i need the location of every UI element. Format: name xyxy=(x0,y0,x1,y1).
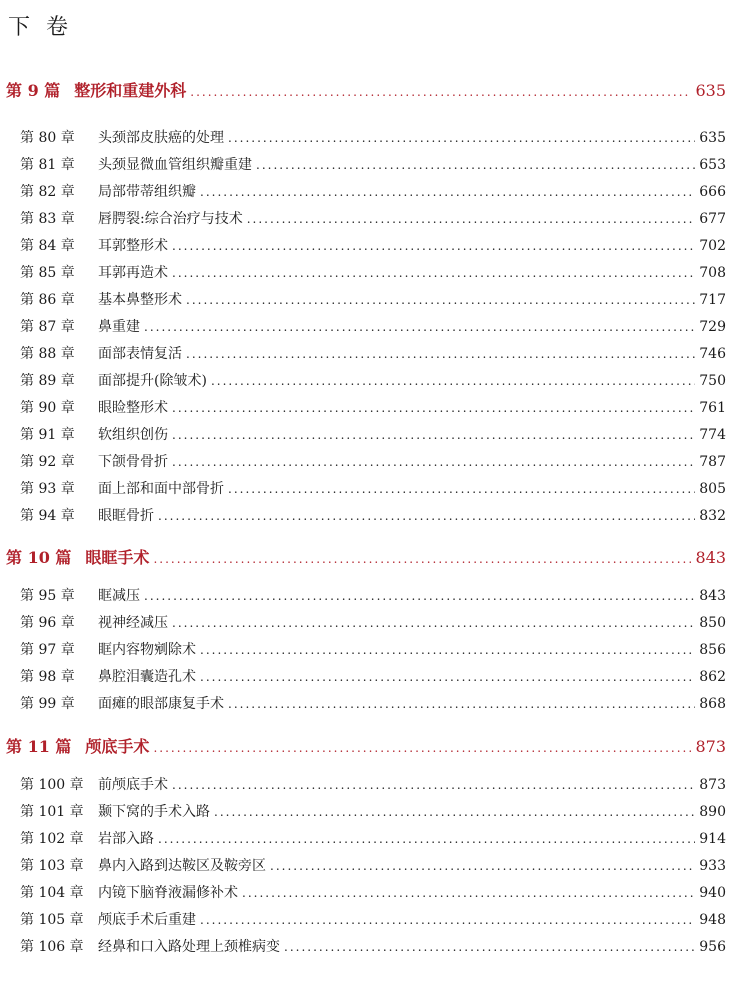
chapter-entry[interactable] xyxy=(20,127,726,147)
chapter-entry[interactable] xyxy=(20,181,726,201)
part-page-number: 635 xyxy=(695,81,726,100)
dot-leader xyxy=(172,428,695,442)
chapter-number: 第 84 章 xyxy=(20,238,75,254)
chapter-entry[interactable] xyxy=(20,262,726,282)
part-heading[interactable] xyxy=(6,78,726,102)
chapter-entry[interactable] xyxy=(20,774,726,794)
chapter-number: 第 97 章 xyxy=(20,642,75,658)
chapter-entry[interactable] xyxy=(20,478,726,498)
chapter-page-number: 862 xyxy=(699,669,726,685)
chapter-page-number: 873 xyxy=(699,777,726,793)
dot-leader xyxy=(186,347,695,361)
chapter-page-number: 787 xyxy=(699,454,726,470)
chapter-page-number: 890 xyxy=(699,804,726,820)
chapter-number: 第 89 章 xyxy=(20,373,75,389)
dot-leader xyxy=(200,670,695,684)
chapter-entry[interactable] xyxy=(20,855,726,875)
dot-leader xyxy=(270,859,695,873)
chapter-title: 面瘫的眼部康复手术 xyxy=(98,696,224,712)
chapter-page-number: 933 xyxy=(699,858,726,874)
chapter-page-number: 940 xyxy=(699,885,726,901)
chapter-title: 经鼻和口入路处理上颈椎病变 xyxy=(98,939,280,955)
dot-leader xyxy=(153,741,691,755)
dot-leader xyxy=(211,374,695,388)
chapter-entry[interactable] xyxy=(20,936,726,956)
chapter-entry[interactable] xyxy=(20,909,726,929)
dot-leader xyxy=(144,589,695,603)
chapter-number: 第 96 章 xyxy=(20,615,75,631)
chapter-title: 颞下窝的手术入路 xyxy=(98,804,210,820)
chapter-number: 第 99 章 xyxy=(20,696,75,712)
chapter-title: 颅底手术后重建 xyxy=(98,912,196,928)
chapter-page-number: 746 xyxy=(699,346,726,362)
chapter-page-number: 653 xyxy=(699,157,726,173)
chapter-number: 第 94 章 xyxy=(20,508,75,524)
chapter-number: 第 100 章 xyxy=(20,777,84,793)
chapter-entry[interactable] xyxy=(20,693,726,713)
dot-leader xyxy=(172,616,695,630)
dot-leader xyxy=(190,85,691,99)
chapter-page-number: 948 xyxy=(699,912,726,928)
part-page-number: 873 xyxy=(695,737,726,756)
chapter-entry[interactable] xyxy=(20,208,726,228)
chapter-number: 第 85 章 xyxy=(20,265,75,281)
chapter-number: 第 95 章 xyxy=(20,588,75,604)
chapter-page-number: 761 xyxy=(699,400,726,416)
chapter-entry[interactable] xyxy=(20,316,726,336)
part-number: 第 11 篇 xyxy=(6,737,72,756)
chapter-title: 基本鼻整形术 xyxy=(98,292,182,308)
chapter-page-number: 729 xyxy=(699,319,726,335)
chapter-number: 第 82 章 xyxy=(20,184,75,200)
chapter-number: 第 104 章 xyxy=(20,885,84,901)
chapter-title: 耳郭再造术 xyxy=(98,265,168,281)
dot-leader xyxy=(200,185,695,199)
chapter-title: 鼻内入路到达鞍区及鞍旁区 xyxy=(98,858,266,874)
dot-leader xyxy=(228,482,695,496)
chapter-entry[interactable] xyxy=(20,612,726,632)
chapter-entry[interactable] xyxy=(20,451,726,471)
chapter-title: 岩部入路 xyxy=(98,831,154,847)
chapter-title: 头颈部皮肤癌的处理 xyxy=(98,130,224,146)
dot-leader xyxy=(214,805,695,819)
chapter-title: 面部提升(除皱术) xyxy=(98,373,207,389)
part-number: 第 10 篇 xyxy=(6,548,72,567)
chapter-title: 前颅底手术 xyxy=(98,777,168,793)
dot-leader xyxy=(228,697,695,711)
part-number: 第 9 篇 xyxy=(6,81,61,100)
chapter-page-number: 702 xyxy=(699,238,726,254)
chapter-title: 鼻重建 xyxy=(98,319,140,335)
chapter-entry[interactable] xyxy=(20,370,726,390)
chapter-page-number: 774 xyxy=(699,427,726,443)
chapter-entry[interactable] xyxy=(20,289,726,309)
chapter-entry[interactable] xyxy=(20,666,726,686)
dot-leader xyxy=(200,643,695,657)
chapter-page-number: 805 xyxy=(699,481,726,497)
dot-leader xyxy=(172,401,695,415)
chapter-number: 第 103 章 xyxy=(20,858,84,874)
chapter-title: 视神经减压 xyxy=(98,615,168,631)
dot-leader xyxy=(247,212,696,226)
chapter-number: 第 87 章 xyxy=(20,319,75,335)
dot-leader xyxy=(158,509,695,523)
chapter-page-number: 717 xyxy=(699,292,726,308)
dot-leader xyxy=(186,293,695,307)
chapter-title: 内镜下脑脊液漏修补术 xyxy=(98,885,238,901)
dot-leader xyxy=(158,832,695,846)
part-title: 颅底手术 xyxy=(85,737,150,756)
chapter-entry[interactable] xyxy=(20,154,726,174)
chapter-entry[interactable] xyxy=(20,235,726,255)
chapter-entry[interactable] xyxy=(20,424,726,444)
part-heading[interactable] xyxy=(6,545,726,569)
chapter-number: 第 101 章 xyxy=(20,804,84,820)
chapter-page-number: 850 xyxy=(699,615,726,631)
dot-leader xyxy=(242,886,695,900)
chapter-page-number: 832 xyxy=(699,508,726,524)
chapter-title: 唇腭裂:综合治疗与技术 xyxy=(98,211,243,227)
chapter-title: 耳郭整形术 xyxy=(98,238,168,254)
chapter-page-number: 750 xyxy=(699,373,726,389)
chapter-title: 面部表情复活 xyxy=(98,346,182,362)
chapter-number: 第 91 章 xyxy=(20,427,75,443)
chapter-number: 第 83 章 xyxy=(20,211,75,227)
chapter-entry[interactable] xyxy=(20,801,726,821)
dot-leader xyxy=(172,778,695,792)
dot-leader xyxy=(200,913,695,927)
volume-title: 下卷 xyxy=(8,15,85,40)
dot-leader xyxy=(172,239,695,253)
chapter-title: 眼眶骨折 xyxy=(98,508,154,524)
part-title: 整形和重建外科 xyxy=(74,81,187,100)
chapter-number: 第 90 章 xyxy=(20,400,75,416)
part-heading[interactable] xyxy=(6,734,726,758)
chapter-page-number: 914 xyxy=(699,831,726,847)
dot-leader xyxy=(256,158,695,172)
chapter-page-number: 856 xyxy=(699,642,726,658)
chapter-title: 局部带蒂组织瓣 xyxy=(98,184,196,200)
chapter-number: 第 80 章 xyxy=(20,130,75,146)
chapter-number: 第 88 章 xyxy=(20,346,75,362)
dot-leader xyxy=(284,940,695,954)
part-page-number: 843 xyxy=(695,548,726,567)
chapter-page-number: 635 xyxy=(699,130,726,146)
chapter-title: 眶内容物剜除术 xyxy=(98,642,196,658)
dot-leader xyxy=(153,552,691,566)
chapter-entry[interactable] xyxy=(20,882,726,902)
chapter-number: 第 81 章 xyxy=(20,157,75,173)
chapter-entry[interactable] xyxy=(20,828,726,848)
chapter-title: 眶减压 xyxy=(98,588,140,604)
chapter-entry[interactable] xyxy=(20,343,726,363)
chapter-number: 第 106 章 xyxy=(20,939,84,955)
chapter-title: 面上部和面中部骨折 xyxy=(98,481,224,497)
chapter-page-number: 843 xyxy=(699,588,726,604)
chapter-number: 第 86 章 xyxy=(20,292,75,308)
chapter-number: 第 102 章 xyxy=(20,831,84,847)
chapter-page-number: 956 xyxy=(699,939,726,955)
chapter-number: 第 105 章 xyxy=(20,912,84,928)
chapter-title: 鼻腔泪囊造孔术 xyxy=(98,669,196,685)
chapter-page-number: 677 xyxy=(699,211,726,227)
chapter-entry[interactable] xyxy=(20,639,726,659)
chapter-title: 眼睑整形术 xyxy=(98,400,168,416)
dot-leader xyxy=(228,131,695,145)
chapter-entry[interactable] xyxy=(20,505,726,525)
chapter-number: 第 93 章 xyxy=(20,481,75,497)
part-title: 眼眶手术 xyxy=(85,548,150,567)
chapter-title: 软组织创伤 xyxy=(98,427,168,443)
dot-leader xyxy=(144,320,695,334)
chapter-page-number: 868 xyxy=(699,696,726,712)
chapter-title: 下颌骨骨折 xyxy=(98,454,168,470)
dot-leader xyxy=(172,266,695,280)
chapter-title: 头颈显微血管组织瓣重建 xyxy=(98,157,252,173)
dot-leader xyxy=(172,455,695,469)
chapter-page-number: 666 xyxy=(699,184,726,200)
chapter-page-number: 708 xyxy=(699,265,726,281)
chapter-number: 第 92 章 xyxy=(20,454,75,470)
chapter-entry[interactable] xyxy=(20,585,726,605)
chapter-entry[interactable] xyxy=(20,397,726,417)
chapter-number: 第 98 章 xyxy=(20,669,75,685)
